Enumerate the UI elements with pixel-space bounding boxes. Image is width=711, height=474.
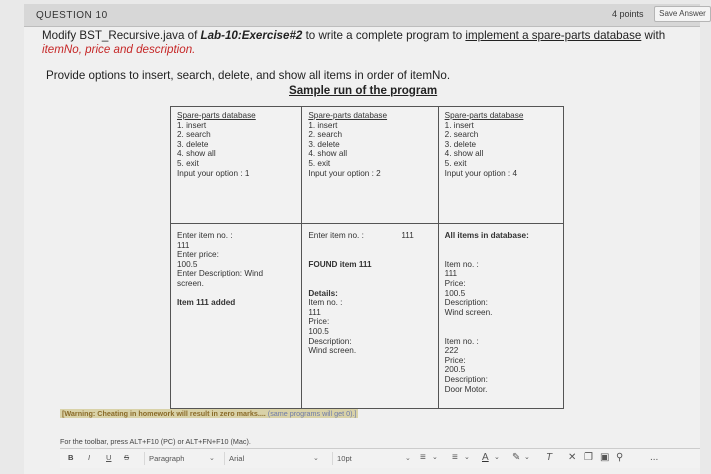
c1menu-line: 2. search [177, 130, 211, 140]
c3lower-line: Wind screen. [444, 307, 493, 317]
c2lower-line [308, 269, 433, 279]
warning-note [60, 409, 358, 418]
c3lower-line [445, 241, 559, 251]
c3lower-line: All items in database: [444, 231, 529, 240]
warning-soft: (same programs will get 0).] [265, 409, 357, 418]
size-select[interactable] [332, 452, 417, 465]
c1menu-line: 4. show all [177, 149, 216, 159]
enter-item-value: 111 [401, 231, 414, 240]
question-header [24, 4, 706, 27]
bold-button[interactable]: B [68, 453, 74, 462]
chevron-down-icon[interactable]: ⌄ [464, 454, 470, 461]
paste-icon[interactable]: ▣ [600, 452, 610, 463]
c2lower-line: 111 [308, 307, 321, 317]
c3menu-line: 1. insert [444, 120, 474, 130]
toolbar-hint: For the toolbar, press ALT+F10 (PC) or ALT+FN+F10 (Mac). [60, 437, 251, 446]
italic-button[interactable]: I [88, 453, 91, 462]
c1lower-line: Enter Description: Wind [177, 269, 264, 279]
chevron-down-icon[interactable]: ⌄ [524, 454, 530, 461]
c2menu-line: 2. search [308, 130, 343, 140]
prompt-options: Provide options to insert, search, delete, and show all items in order of itemNo. [46, 69, 451, 82]
c3lower-line: Price: [444, 355, 466, 365]
underline-button[interactable]: U [106, 453, 112, 462]
text-color-icon[interactable]: A [482, 452, 489, 463]
bullet-list-icon[interactable]: ≡ [420, 452, 426, 463]
c1lower-line: Enter price: [177, 250, 219, 260]
warning-text: [Warning: Cheating in homework will result in zero marks.... [62, 409, 266, 418]
c3lower-line: 222 [444, 346, 459, 356]
numbered-list-icon[interactable]: ≡ [452, 452, 458, 463]
font-select-value: Arial [229, 454, 245, 463]
c1lower-line: 100.5 [177, 259, 198, 269]
sample-column-showall [439, 107, 563, 408]
c2lower-line: Description: [308, 336, 352, 346]
c2lower-line: FOUND item 111 [308, 259, 372, 269]
search-icon[interactable]: ⚲ [616, 452, 624, 463]
c3lower-line: Item no. : [444, 336, 479, 346]
prompt-lab-ref: Lab-10:Exercise#2 [200, 29, 303, 42]
c1lower-line: Item 111 added [177, 298, 236, 308]
chevron-down-icon: ⌄ [405, 455, 411, 462]
c2menu-line: Spare-parts database [308, 111, 388, 120]
highlight-icon[interactable]: ✎ [512, 452, 521, 463]
prompt-fields: itemNo, price and description. [42, 43, 196, 56]
c1menu-line: Spare-parts database [177, 111, 256, 120]
c1menu-line: 1. insert [177, 120, 207, 130]
question-content [24, 27, 700, 474]
c2lower-line: 100.5 [308, 326, 329, 336]
c3lower-line: Door Motor. [444, 384, 488, 394]
paragraph-select-value: Paragraph [149, 454, 185, 463]
question-title: QUESTION 10 [36, 10, 108, 21]
enter-item-row [308, 231, 433, 241]
c3lower-line: Item no. : [444, 259, 479, 269]
sample-column-search [302, 107, 438, 408]
editor-toolbar [60, 448, 700, 468]
c1lower-line: screen. [177, 278, 204, 288]
more-button[interactable]: ... [650, 452, 659, 463]
chevron-down-icon: ⌄ [313, 455, 319, 462]
c1menu-line: Input your option : 1 [177, 168, 250, 178]
c3lower-line: 111 [444, 269, 458, 279]
c1menu-line: 5. exit [177, 158, 199, 168]
c3lower-line [445, 327, 559, 337]
enter-item-label: Enter item no. : [308, 231, 364, 240]
paragraph-select[interactable] [144, 452, 221, 465]
c1lower-line: 111 [177, 240, 190, 250]
c2menu-line: 4. show all [308, 149, 348, 159]
c3lower-line: 100.5 [444, 288, 466, 298]
strikethrough-button[interactable]: S [124, 453, 130, 462]
c1menu-line: 3. delete [177, 139, 209, 149]
c3lower-line [445, 317, 559, 327]
c3menu-line: 4. show all [444, 149, 484, 159]
c3lower-line [445, 250, 559, 260]
prompt-text-1: Modify BST_Recursive.java of [42, 29, 201, 42]
c2menu-line: Input your option : 2 [308, 168, 381, 178]
c1lower-line [177, 289, 297, 299]
c2lower-line: Price: [308, 317, 330, 327]
c2menu-line: 5. exit [308, 158, 331, 168]
question-prompt [42, 29, 692, 57]
size-select-value: 10pt [337, 454, 352, 463]
c3menu-line: Spare-parts database [444, 111, 524, 120]
c3lower-line: Price: [444, 278, 466, 288]
c3lower-line: 200.5 [444, 365, 466, 375]
sample-run-table [170, 106, 564, 409]
font-select[interactable] [224, 452, 325, 465]
chevron-down-icon[interactable]: ⌄ [432, 454, 438, 461]
sample-column-insert [171, 107, 302, 408]
copy-icon[interactable]: ❐ [584, 452, 593, 463]
c2lower-line [308, 241, 433, 251]
prompt-text-2: to write a complete program to [302, 29, 466, 42]
c2lower-line [308, 250, 433, 260]
c2lower-line: Wind screen. [308, 346, 357, 356]
clear-formatting-icon[interactable]: T [546, 452, 553, 463]
c2lower-line: Item no. : [308, 298, 343, 308]
c3lower-line: Description: [444, 374, 488, 384]
c3menu-line: 2. search [444, 130, 479, 140]
c2lower-line [308, 279, 433, 289]
chevron-down-icon: ⌄ [209, 455, 215, 462]
c3menu-line: 5. exit [444, 158, 467, 168]
cut-icon[interactable]: ✕ [568, 452, 577, 463]
c3lower-line: Description: [444, 298, 488, 308]
prompt-text-3: with [641, 29, 666, 42]
chevron-down-icon[interactable]: ⌄ [494, 454, 500, 461]
points-label: 4 points [612, 9, 644, 19]
c2menu-line: 1. insert [308, 120, 338, 130]
c2menu-line: 3. delete [308, 139, 340, 149]
prompt-task: implement a spare-parts database [465, 29, 642, 42]
c3menu-line: Input your option : 4 [444, 168, 518, 178]
c1lower-line: Enter item no. : [177, 231, 233, 240]
save-answer-button[interactable]: Save Answer [654, 6, 711, 22]
c3menu-line: 3. delete [444, 139, 477, 149]
c2lower-line: Details: [308, 288, 338, 298]
sample-title: Sample run of the program [289, 84, 438, 97]
